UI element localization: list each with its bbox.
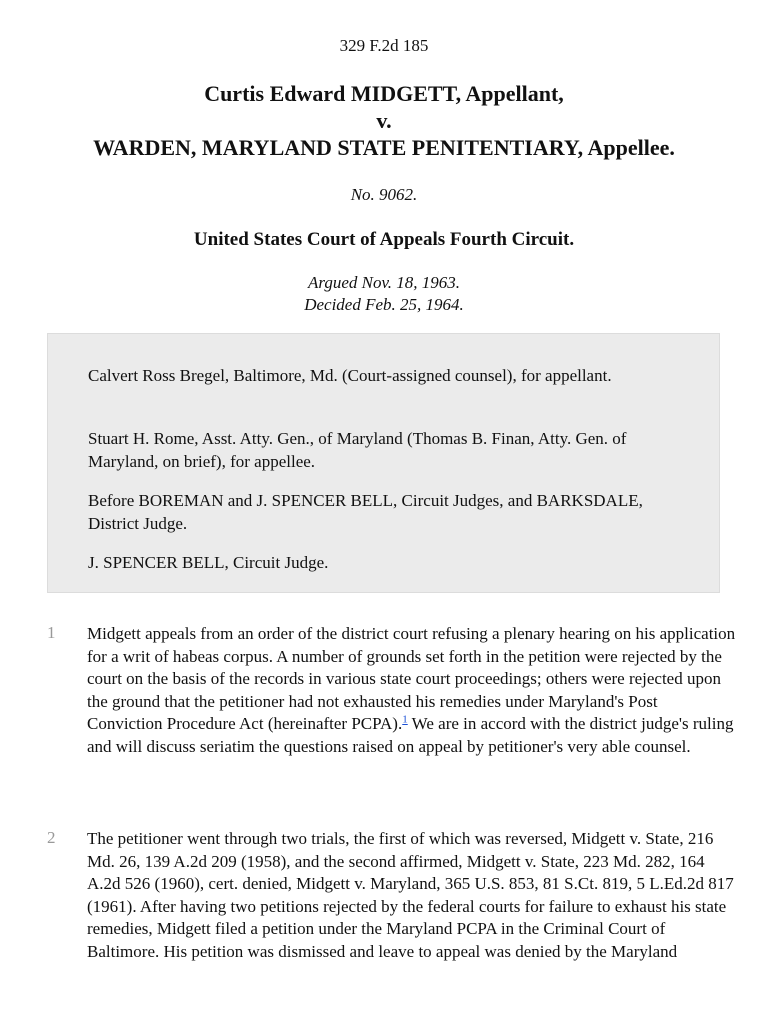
- panel-judges: Before BOREMAN and J. SPENCER BELL, Circuit Judges, and BARKSDALE, District Judge.: [88, 491, 643, 533]
- paragraph-text: The petitioner went through two trials, the first of which was reversed, Midgett v. State, 216 Md. 26, 139 A.2d 209 (1958), and the second affirmed, Midgett v. State, 223 Md. 282, 164 A.2d 526 (1960), cert. denied, Midgett v. Maryland, 365 U.S. 853, 81 S.Ct. 819, 5 L.Ed.2d 817 (1961). After having two petitions rejected by the federal courts for failure to exhaust his state remedies, Midgett filed a petition under the Maryland PCPA in the Criminal Court of Baltimore. His petition was dismissed and leave to appeal was denied by the Maryland: [87, 829, 734, 961]
- case-citation: 329 F.2d 185: [339, 36, 429, 55]
- opinion-author: J. SPENCER BELL, Circuit Judge.: [88, 553, 329, 572]
- argued-date: Argued Nov. 18, 1963.: [307, 273, 461, 292]
- counsel-appellant: Calvert Ross Bregel, Baltimore, Md. (Court-assigned counsel), for appellant.: [88, 366, 612, 385]
- decided-date: Decided Feb. 25, 1964.: [304, 295, 464, 314]
- paragraph-text-part: Midgett appeals from an order of the district court refusing a plenary hearing on his application for a writ of habeas corpus. A number of grounds set forth in the petition were rejected by the court on the basis of the records in various state court proceedings; others were rejected upon the ground that the petitioner had not exhausted his remedies under Maryland's Post Conviction Procedure Act (hereinafter PCPA).: [87, 624, 736, 734]
- court-name: United States Court of Appeals Fourth Circuit.: [193, 229, 575, 250]
- appellee-name: WARDEN, MARYLAND STATE PENITENTIARY, Appellee.: [93, 135, 675, 160]
- paragraph-number: 2: [47, 828, 56, 847]
- paragraph-number: 1: [47, 623, 56, 642]
- case-caption: [0, 80, 768, 161]
- paragraph-text: [87, 623, 737, 759]
- paragraph-text-part: We are in accord with the district judge's ruling and will discuss seriatim the questions raised on appeal by petitioner's very able counsel.: [87, 714, 734, 756]
- appellant-name: Curtis Edward MIDGETT, Appellant,: [204, 81, 564, 106]
- docket-number: No. 9062.: [350, 185, 418, 204]
- case-header-box: [47, 333, 720, 593]
- footnote-link[interactable]: 1: [402, 713, 408, 726]
- counsel-appellee: Stuart H. Rome, Asst. Atty. Gen., of Maryland (Thomas B. Finan, Atty. Gen. of Maryland, on brief), for appellee.: [88, 429, 627, 471]
- versus-label: v.: [376, 108, 392, 133]
- case-dates: [0, 272, 768, 316]
